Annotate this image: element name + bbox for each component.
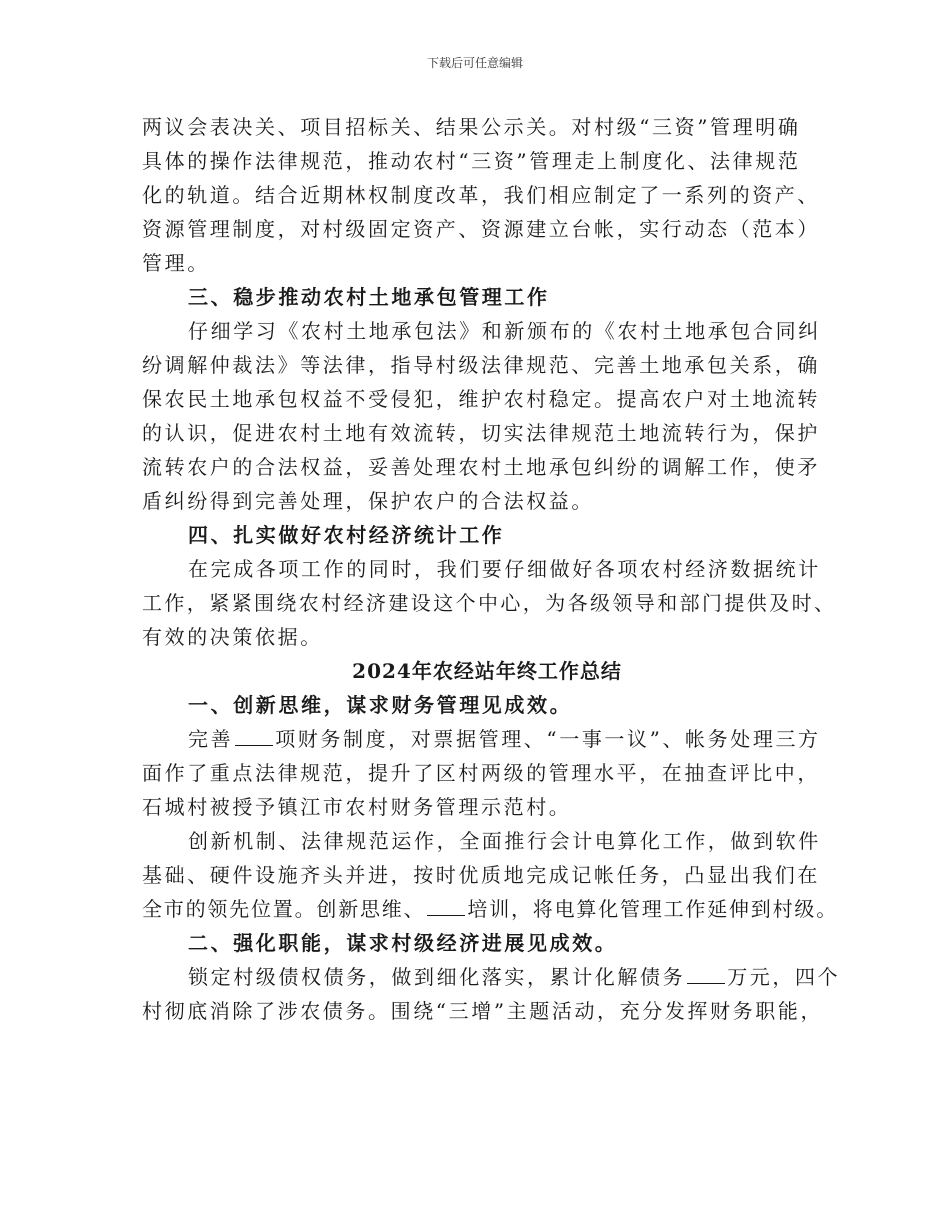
text-line: 村彻底消除了涉农债务。围绕“三增”主题活动，充分发挥财务职能， — [142, 999, 824, 1023]
text-line — [142, 722, 832, 756]
text-segment: 万元，四个 — [727, 965, 841, 989]
text-line: 工作，紧紧围绕农村经济建设这个中心，为各级领导和部门提供及时、 — [142, 591, 837, 615]
text-line: 化的轨道。结合近期林权制度改革，我们相应制定了一系列的资产、 — [142, 183, 820, 207]
section-heading: 一、创新思维，谋求财务管理见成效。 — [188, 693, 573, 717]
text-line: 纷调解仲裁法》等法律，指导村级法律规范、完善土地承包关系，确 — [142, 353, 820, 377]
text-line: 管理。 — [142, 251, 210, 275]
text-segment: 锁定村级债权债务，做到细化落实，累计化解债务 — [188, 965, 686, 989]
text-line: 保农民土地承包权益不受侵犯，维护农村稳定。提高农户对土地流转 — [142, 387, 820, 411]
text-line — [142, 892, 839, 926]
page-header: 下载后可任意编辑 — [426, 56, 523, 70]
document-body — [142, 110, 841, 1028]
text-line: 在完成各项工作的同时，我们要仔细做好各项农村经济数据统计 — [188, 557, 821, 581]
text-segment: 完善 — [188, 727, 234, 751]
text-line: 两议会表决关、项目招标关、结果公示关。对村级“三资”管理明确 — [142, 115, 801, 139]
text-line: 资源管理制度，对村级固定资产、资源建立台帐，实行动态（范本） — [142, 217, 820, 241]
text-line: 具体的操作法律规范，推动农村“三资”管理走上制度化、法律规范 — [142, 149, 801, 173]
text-segment: 培训，将电算化管理工作延伸到村级。 — [467, 897, 839, 921]
text-segment: 项财务制度，对票据管理、“一事一议”、帐务处理三方 — [275, 727, 821, 751]
text-line: 创新机制、法律规范运作，全面推行会计电算化工作，做到软件 — [188, 829, 821, 853]
section-heading: 四、扎实做好农村经济统计工作 — [188, 523, 505, 547]
text-line: 面作了重点法律规范，提升了区村两级的管理水平，在抽查评比中， — [142, 761, 820, 785]
fill-in-blank — [235, 723, 273, 746]
text-line — [142, 960, 841, 994]
section-heading: 2024年农经站年终工作总结 — [352, 659, 622, 683]
text-line: 石城村被授予镇江市农村财务管理示范村。 — [142, 795, 572, 819]
section-heading: 二、强化职能，谋求村级经济进展见成效。 — [188, 931, 618, 955]
text-line: 流转农户的合法权益，妥善处理农村土地承包纠纷的调解工作，使矛 — [142, 455, 820, 479]
section-heading: 三、稳步推动农村土地承包管理工作 — [188, 285, 550, 309]
text-line: 的认识，促进农村土地有效流转，切实法律规范土地流转行为，保护 — [142, 421, 820, 445]
text-line: 基础、硬件设施齐头并进，按时优质地完成记帐任务，凸显出我们在 — [142, 863, 820, 887]
fill-in-blank — [687, 961, 725, 984]
text-line: 仔细学习《农村土地承包法》和新颁布的《农村土地承包合同纠 — [188, 319, 821, 343]
fill-in-blank — [427, 893, 465, 916]
text-line: 盾纠纷得到完善处理，保护农户的合法权益。 — [142, 489, 594, 513]
text-line: 有效的决策依据。 — [142, 625, 323, 649]
text-segment: 全市的领先位置。创新思维、 — [142, 897, 426, 921]
